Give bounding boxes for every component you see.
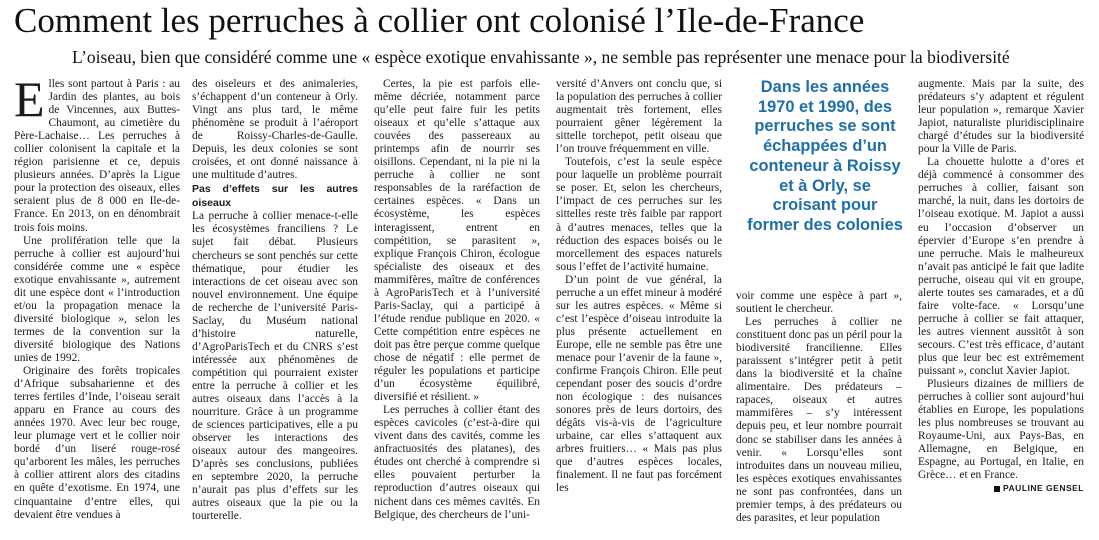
paragraph: Toutefois, c’est la seule espèce pour laquelle un problème pourrait se poser. Et, selon les chercheurs, l’impact de ces perruches sur les sittelles reste très faible par rapport à d’autres menaces, telles que la réduction des espaces boisés ou le morcellement des espaces naturels sous l’effet de l’activité humaine. xyxy=(556,156,722,273)
paragraph: voir comme une espèce à part », soutient le chercheur. xyxy=(736,290,902,316)
pull-quote: Dans les années 1970 et 1990, des perruches se sont échappées d’un conteneur à Roissy et à Orly, se croisant pour former des colonies xyxy=(747,78,903,234)
author-signature xyxy=(918,482,1084,495)
paragraph: Plusieurs dizaines de milliers de perruches à collier sont aujourd’hui établies en Europe, les populations les plus nombreuses se trouvant au Royaume-Uni, aux Pays-Bas, en Allemagne, en Belgique, en Espagne, au Portugal, en Italie, en Grèce… et en France. xyxy=(918,378,1084,482)
paragraph: Les perruches à collier étant des espèces cavicoles (c’est-à-dire qui vivent dans des cavités, comme les anfractuosités des platanes), des études ont cherché à comprendre si elles pouvaient perturber la reproduction d’autres oiseaux qui nichent dans ces mêmes cavités. En Belgique, des chercheurs de l’uni- xyxy=(374,404,540,521)
article-column-1 xyxy=(14,78,180,536)
article-subheading: L’oiseau, bien que considéré comme une « espèce exotique envahissante », ne semble pas représenter une menace pour la biodiversité xyxy=(72,47,1010,67)
paragraph: D’un point de vue général, la perruche a un effet mineur à modéré sur les autres espèces. « Même si c’est l’espèce d’oiseau introduite la plus présente actuellement en Europe, elle ne semble pas être une menace pour l’avenir de la faune », confirme François Chiron. Elle peut cependant poser des soucis d’ordre non écologique : des nuisances sonores près de leurs dortoirs, des dégâts vis-à-vis de l’agriculture urbaine, car elles s’attaquent aux arbres fruitiers… « Mais pas plus que d’autres espèces locales, finalement. Il ne faut pas forcément les xyxy=(556,273,722,495)
paragraph: La perruche à collier menace-t-elle les écosystèmes franciliens ? Le sujet fait débat. Plusieurs chercheurs se sont penchés sur cette thématique, pour étudier les interactions de cet oiseau avec son nouvel environnement. Une équipe de recherche de l’université Paris-Saclay, du Muséum national d’histoire naturelle, d’AgroParisTech et du CNRS s’est intéressée aux phénomènes de compétition qui pourraient exister entre la perruche à collier et les autres oiseaux dans l’accès à la nourriture. Grâce à un programme de sciences participatives, elle a pu observer les interactions des oiseaux autour des mangeoires. D’après ses conclusions, publiées en septembre 2020, la perruche n’aurait pas plus d’effets sur les autres oiseaux que la pie ou la tourterelle. xyxy=(192,210,358,523)
article-column-4 xyxy=(556,78,722,536)
paragraph: des oiseleurs et des animaleries, s’échappent d’un conteneur à Orly. Vingt ans plus tard, le même phénomène se produit à l’aéroport de Roissy-Charles-de-Gaulle. Depuis, les deux colonies se sont croisées, et ont donné naissance à une multitude d’autres. xyxy=(192,78,358,182)
drop-cap: E xyxy=(14,78,45,127)
paragraph: Les perruches à collier ne constituent donc pas un péril pour la biodiversité francilienne. Elles paraissent s’intégrer petit à petit dans la biodiversité et la chaîne alimentaire. Des prédateurs – rapaces, oiseaux et autres mammifères – s’y intéressent depuis peu, et leur nombre pourrait donc se stabiliser dans les années à venir. « Lorsqu’elles sont introduites dans un nouveau milieu, les espèces exotiques envahissantes ne sont pas confrontées, dans un premier temps, à des prédateurs ou des parasites, et leur population xyxy=(736,316,902,524)
author-name: PAULINE GENSEL xyxy=(1003,483,1084,494)
end-mark-icon xyxy=(994,486,1000,492)
paragraph: Une prolifération telle que la perruche à collier est aujourd’hui considérée comme une « espèce exotique envahissante », autrement dit une espèce dont « l’introduction et/ou la propagation menace la diversité biologique », selon les termes de la convention sur la diversité biologique des Nations unies de 1992. xyxy=(14,234,180,364)
paragraph: augmente. Mais par la suite, des prédateurs s’y adaptent et régulent leur population », remarque Xavier Japiot, naturaliste pluridisciplinaire chargé d’études sur la biodiversité pour la Ville de Paris. xyxy=(918,78,1084,156)
section-subtitle: Pas d’effets sur les autres oiseaux xyxy=(192,183,358,210)
article-column-5 xyxy=(736,290,902,536)
lead-paragraph xyxy=(14,78,180,235)
article-column-6 xyxy=(918,78,1084,536)
paragraph: versité d’Anvers ont conclu que, si la population des perruches à collier augmentait très fortement, elles pourraient gêner légèrement la sittelle torchepot, petit oiseau que l’on trouve fréquemment en ville. xyxy=(556,78,722,156)
article-column-2 xyxy=(192,78,358,536)
paragraph: Originaire des forêts tropicales d’Afrique subsaharienne et des terres fertiles d’Inde, l’oiseau serait apparu en France au cours des années 1970. Avec leur bec rouge, leur plumage vert et le collier noir bordé d’un liseré rouge-rosé qu’arborent les mâles, les perruches à collier attirent alors des citadins en quête d’exotisme. En 1974, une cinquantaine d’entre elles, qui devaient être vendues à xyxy=(14,365,180,521)
article-headline: Comment les perruches à collier ont colonisé l’Ile-de-France xyxy=(14,1,865,40)
paragraph: La chouette hulotte a d’ores et déjà commencé à consommer des perruches à collier, faisant son marché, la nuit, dans les dortoirs de l’oiseau exotique. M. Japiot a aussi eu l’occasion d’observer un épervier d’Europe s’en prendre à une perruche. Mais le malheureux n’avait pas anticipé le fait que ladite perruche, oiseau qui vit en groupe, alerte toutes ses camarades, et a dû faire volte-face. « Lorsqu’une perruche à collier se fait attaquer, les autres viennent aussitôt à son secours. C’est très efficace, d’autant plus que leur bec est extrêmement puissant », conclut Xavier Japiot. xyxy=(918,156,1084,378)
paragraph: Certes, la pie est parfois elle-même décriée, notamment parce qu’elle peut faire fuir les petits oiseaux et qu’elle s’attaque aux couvées des passereaux au printemps afin de nourrir ses oisillons. Cependant, ni la pie ni la perruche à collier ne sont responsables de la raréfaction de certaines espèces. « Dans un écosystème, les espèces interagissent, entrent en compétition, se parasitent », explique François Chiron, écologue spécialiste des oiseaux et des mammifères, maître de conférences à AgroParisTech et à l’université Paris-Saclay, qui a participé à l’étude rendue publique en 2020. « Cette compétition entre espèces ne doit pas être perçue comme quelque chose de négatif : elle permet de réguler les populations et participe d’un écosystème équilibré, diversifié et résilient. » xyxy=(374,78,540,404)
paragraph-text: lles sont partout à Paris : au Jardin des plantes, au bois de Vincennes, aux Buttes-Chaumont, au cimetière du Père-Lachaise… Les perruches à collier colonisent la capitale et la région parisienne et ce, depuis plusieurs années. D’après la Ligue pour la protection des oiseaux, elles seraient plus de 8 000 en Ile-de-France. En 2013, on en dénombrait trois fois moins. xyxy=(14,78,180,234)
article-column-3 xyxy=(374,78,540,536)
